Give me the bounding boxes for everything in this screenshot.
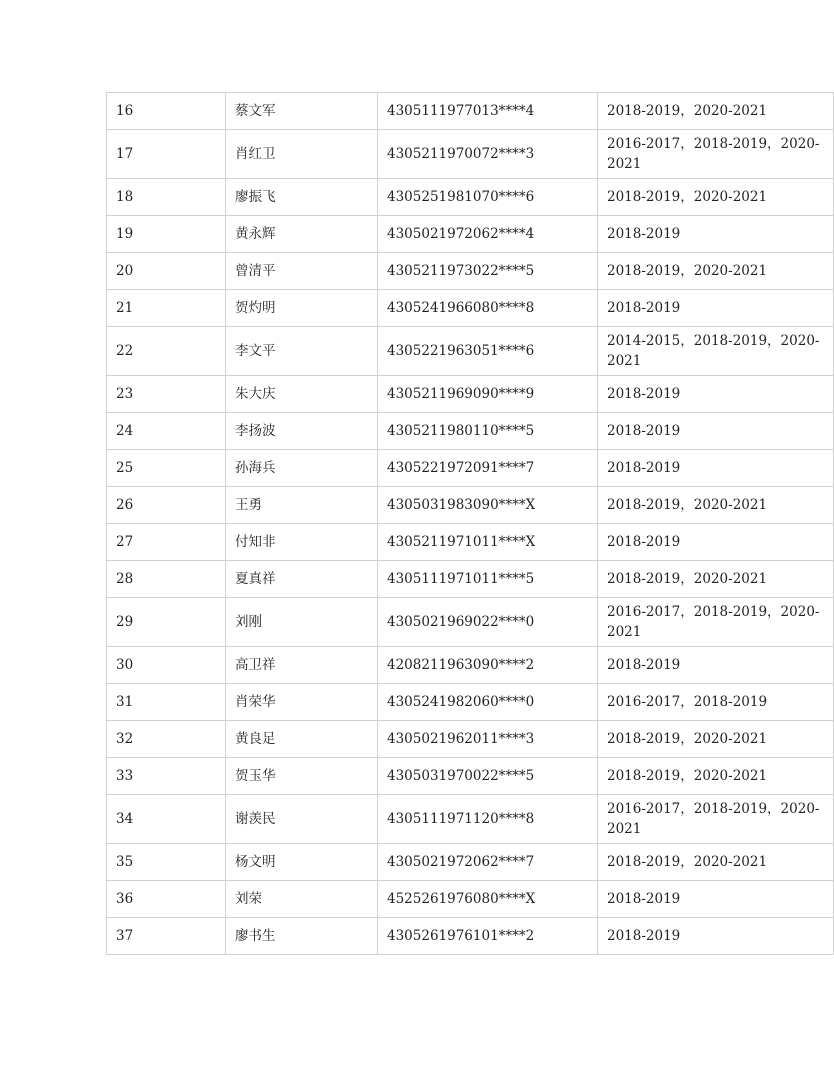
award-years: 2018-2019，2020-2021 [598,758,834,795]
person-name: 黄良足 [226,721,378,758]
person-name: 杨文明 [226,844,378,881]
row-index: 22 [107,327,226,376]
row-index: 33 [107,758,226,795]
award-years: 2018-2019 [598,376,834,413]
person-name: 高卫祥 [226,647,378,684]
award-years: 2018-2019，2020-2021 [598,721,834,758]
table-row [107,795,834,844]
award-years: 2018-2019 [598,413,834,450]
id-number: 4305221963051****6 [378,327,598,376]
id-number: 4305261976101****2 [378,918,598,955]
person-name: 蔡文军 [226,93,378,130]
id-number: 4305211973022****5 [378,253,598,290]
table-row [107,647,834,684]
table-row [107,918,834,955]
person-name: 王勇 [226,487,378,524]
person-name: 黄永辉 [226,216,378,253]
row-index: 29 [107,598,226,647]
row-index: 17 [107,130,226,179]
award-years: 2018-2019，2020-2021 [598,561,834,598]
person-name: 孙海兵 [226,450,378,487]
id-number: 4305111971011****5 [378,561,598,598]
table-body [107,93,834,955]
person-name: 刘刚 [226,598,378,647]
person-name: 曾清平 [226,253,378,290]
table-row [107,413,834,450]
row-index: 27 [107,524,226,561]
table-row [107,327,834,376]
id-number: 4525261976080****X [378,881,598,918]
id-number: 4305251981070****6 [378,179,598,216]
table-row [107,290,834,327]
person-name: 付知非 [226,524,378,561]
id-number: 4305111971120****8 [378,795,598,844]
id-number: 4305021972062****4 [378,216,598,253]
table-row [107,130,834,179]
person-name: 廖书生 [226,918,378,955]
row-index: 25 [107,450,226,487]
award-years: 2016-2017，2018-2019，2020-2021 [598,130,834,179]
row-index: 18 [107,179,226,216]
row-index: 37 [107,918,226,955]
row-index: 23 [107,376,226,413]
row-index: 24 [107,413,226,450]
award-years: 2014-2015，2018-2019，2020-2021 [598,327,834,376]
id-number: 4305031983090****X [378,487,598,524]
award-years: 2018-2019 [598,647,834,684]
id-number: 4305241982060****0 [378,684,598,721]
table-row [107,179,834,216]
table-row [107,684,834,721]
id-number: 4305021972062****7 [378,844,598,881]
table-row [107,758,834,795]
person-name: 贺玉华 [226,758,378,795]
id-number: 4305111977013****4 [378,93,598,130]
person-name: 朱大庆 [226,376,378,413]
person-name: 李文平 [226,327,378,376]
person-name: 肖荣华 [226,684,378,721]
id-number: 4305211970072****3 [378,130,598,179]
award-years: 2016-2017，2018-2019，2020-2021 [598,795,834,844]
award-years: 2018-2019 [598,918,834,955]
id-number: 4305241966080****8 [378,290,598,327]
table-row [107,561,834,598]
person-name: 夏真祥 [226,561,378,598]
table-row [107,844,834,881]
award-years: 2018-2019，2020-2021 [598,487,834,524]
id-number: 4305021962011****3 [378,721,598,758]
id-number: 4305031970022****5 [378,758,598,795]
id-number: 4305211980110****5 [378,413,598,450]
row-index: 32 [107,721,226,758]
row-index: 35 [107,844,226,881]
row-index: 36 [107,881,226,918]
person-name: 谢羡民 [226,795,378,844]
award-years: 2016-2017，2018-2019 [598,684,834,721]
row-index: 28 [107,561,226,598]
award-years: 2018-2019 [598,524,834,561]
row-index: 19 [107,216,226,253]
table-row [107,487,834,524]
award-years: 2018-2019，2020-2021 [598,179,834,216]
row-index: 20 [107,253,226,290]
row-index: 26 [107,487,226,524]
row-index: 16 [107,93,226,130]
table-row [107,524,834,561]
award-years: 2018-2019 [598,216,834,253]
table-row [107,721,834,758]
table-row [107,376,834,413]
person-name: 刘荣 [226,881,378,918]
table-row [107,93,834,130]
row-index: 31 [107,684,226,721]
id-number: 4208211963090****2 [378,647,598,684]
row-index: 30 [107,647,226,684]
table-row [107,253,834,290]
person-name: 肖红卫 [226,130,378,179]
award-years: 2018-2019，2020-2021 [598,253,834,290]
award-years: 2016-2017，2018-2019，2020-2021 [598,598,834,647]
id-number: 4305021969022****0 [378,598,598,647]
table-row [107,450,834,487]
recipient-table [106,92,834,955]
award-years: 2018-2019，2020-2021 [598,844,834,881]
row-index: 21 [107,290,226,327]
award-years: 2018-2019 [598,881,834,918]
table-row [107,881,834,918]
person-name: 贺灼明 [226,290,378,327]
table-row [107,598,834,647]
id-number: 4305221972091****7 [378,450,598,487]
person-name: 廖振飞 [226,179,378,216]
row-index: 34 [107,795,226,844]
table-row [107,216,834,253]
award-years: 2018-2019，2020-2021 [598,93,834,130]
award-years: 2018-2019 [598,450,834,487]
award-years: 2018-2019 [598,290,834,327]
id-number: 4305211969090****9 [378,376,598,413]
id-number: 4305211971011****X [378,524,598,561]
person-name: 李扬波 [226,413,378,450]
